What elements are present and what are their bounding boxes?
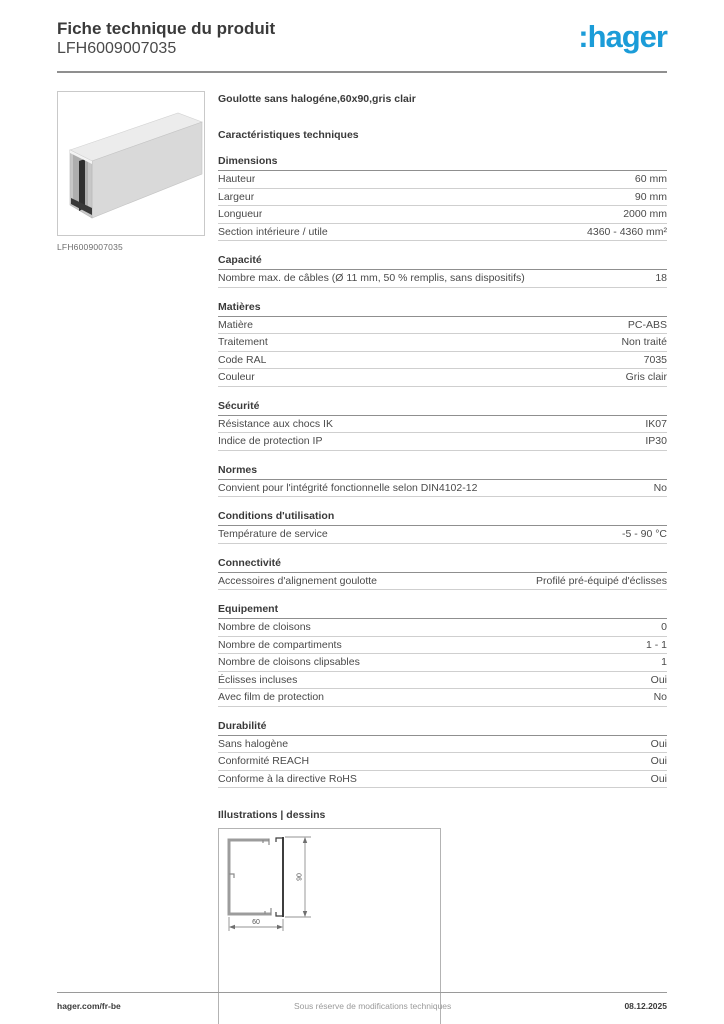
product-image-caption: LFH6009007035 — [57, 242, 123, 252]
spec-label: Résistance aux chocs IK — [218, 417, 333, 430]
spec-row — [218, 753, 667, 771]
section-heading: Matières — [218, 301, 667, 317]
spec-section — [218, 603, 667, 707]
spec-label: Nombre max. de câbles (Ø 11 mm, 50 % remplis, sans dispositifs) — [218, 272, 525, 284]
spec-label: Hauteur — [218, 173, 256, 185]
spec-value: IK07 — [645, 417, 667, 430]
spec-label: Accessoires d'alignement goulotte — [218, 574, 378, 587]
header — [57, 18, 667, 73]
height-dimension-label: 90 — [296, 873, 304, 881]
spec-value: No — [653, 481, 667, 494]
spec-row — [218, 654, 667, 672]
spec-label: Sans halogène — [218, 737, 289, 750]
spec-value: 2000 mm — [623, 208, 667, 220]
illustrations-heading: Illustrations | dessins — [218, 809, 326, 821]
spec-label: Avec film de protection — [218, 691, 325, 703]
spec-label: Nombre de cloisons clipsables — [218, 656, 360, 668]
section-heading: Conditions d'utilisation — [218, 510, 667, 526]
spec-label: Code RAL — [218, 353, 267, 366]
spec-value: -5 - 90 °C — [621, 528, 667, 540]
main-content — [57, 91, 667, 1024]
spec-label: Section intérieure / utile — [218, 225, 328, 238]
product-title: Goulotte sans halogéne,60x90,gris clair — [218, 93, 416, 105]
spec-row — [218, 352, 667, 370]
spec-section — [218, 464, 667, 498]
spec-row — [218, 689, 667, 707]
section-heading: Dimensions — [218, 155, 667, 171]
spec-row — [218, 573, 667, 591]
spec-value: Non traité — [621, 336, 667, 348]
spec-label: Traitement — [218, 336, 268, 348]
spec-section — [218, 510, 667, 544]
spec-row — [218, 206, 667, 224]
left-column — [57, 91, 205, 1024]
header-titles — [57, 18, 275, 59]
spec-label: Température de service — [218, 528, 328, 540]
spec-row — [218, 334, 667, 352]
spec-label: Convient pour l'intégrité fonctionnelle selon DIN4102-12 — [218, 481, 478, 494]
width-dimension-label: 60 — [252, 919, 260, 926]
spec-label: Éclisses incluses — [218, 673, 298, 686]
spec-row — [218, 526, 667, 544]
footer — [57, 992, 667, 1011]
hager-logo: :hager — [578, 19, 667, 54]
spec-value: 18 — [655, 272, 667, 284]
section-heading: Normes — [218, 464, 667, 480]
footer-website: hager.com/fr-be — [57, 1001, 121, 1011]
section-heading: Equipement — [218, 603, 667, 619]
product-reference: LFH6009007035 — [57, 40, 177, 57]
spec-section — [218, 301, 667, 387]
section-heading: Capacité — [218, 254, 667, 270]
spec-label: Nombre de compartiments — [218, 638, 342, 651]
footer-date: 08.12.2025 — [624, 1001, 667, 1011]
spec-label: Conforme à la directive RoHS — [218, 772, 357, 785]
product-image — [57, 91, 205, 236]
spec-value: 1 - 1 — [645, 638, 667, 651]
trunking-photo — [58, 92, 204, 235]
footer-disclaimer: Sous réserve de modifications techniques — [293, 1001, 452, 1011]
spec-value: 60 mm — [634, 173, 667, 185]
spec-sections — [218, 155, 667, 788]
section-heading: Durabilité — [218, 720, 667, 736]
spec-row — [218, 317, 667, 335]
spec-value: Oui — [650, 737, 667, 750]
spec-label: Conformité REACH — [218, 755, 310, 767]
spec-label: Longueur — [218, 208, 263, 220]
spec-value: 7035 — [643, 353, 667, 366]
spec-row — [218, 637, 667, 655]
spec-label: Largeur — [218, 190, 255, 203]
spec-row — [218, 369, 667, 387]
spec-value: Oui — [650, 755, 667, 767]
spec-row — [218, 736, 667, 754]
spec-section — [218, 557, 667, 591]
right-column — [218, 91, 667, 1024]
spec-row — [218, 672, 667, 690]
spec-label: Matière — [218, 318, 254, 331]
spec-section — [218, 155, 667, 241]
spec-label: Indice de protection IP — [218, 435, 323, 447]
spec-row — [218, 270, 667, 288]
spec-row — [218, 433, 667, 451]
spec-row — [218, 771, 667, 789]
spec-section — [218, 720, 667, 789]
spec-value: Gris clair — [625, 371, 667, 383]
spec-label: Couleur — [218, 371, 255, 383]
spec-row — [218, 189, 667, 207]
document-title: Fiche technique du produit — [57, 19, 276, 38]
spec-value: IP30 — [645, 435, 667, 447]
spec-row — [218, 224, 667, 242]
section-heading: Connectivité — [218, 557, 667, 573]
characteristics-heading: Caractéristiques techniques — [218, 129, 359, 141]
spec-value: 0 — [661, 621, 667, 633]
spec-value: PC-ABS — [627, 318, 667, 331]
spec-value: Oui — [650, 772, 667, 785]
spec-row — [218, 619, 667, 637]
spec-section — [218, 400, 667, 451]
spec-value: Profilé pré-équipé d'éclisses — [536, 574, 667, 587]
spec-value: Oui — [650, 673, 667, 686]
spec-section — [218, 254, 667, 288]
spec-value: No — [653, 691, 667, 703]
spec-value: 90 mm — [634, 190, 667, 203]
spec-value: 4360 - 4360 mm² — [587, 225, 667, 238]
spec-label: Nombre de cloisons — [218, 621, 311, 633]
spec-value: 1 — [661, 656, 667, 668]
spec-row — [218, 480, 667, 498]
spec-row — [218, 171, 667, 189]
spec-row — [218, 416, 667, 434]
section-heading: Sécurité — [218, 400, 667, 416]
